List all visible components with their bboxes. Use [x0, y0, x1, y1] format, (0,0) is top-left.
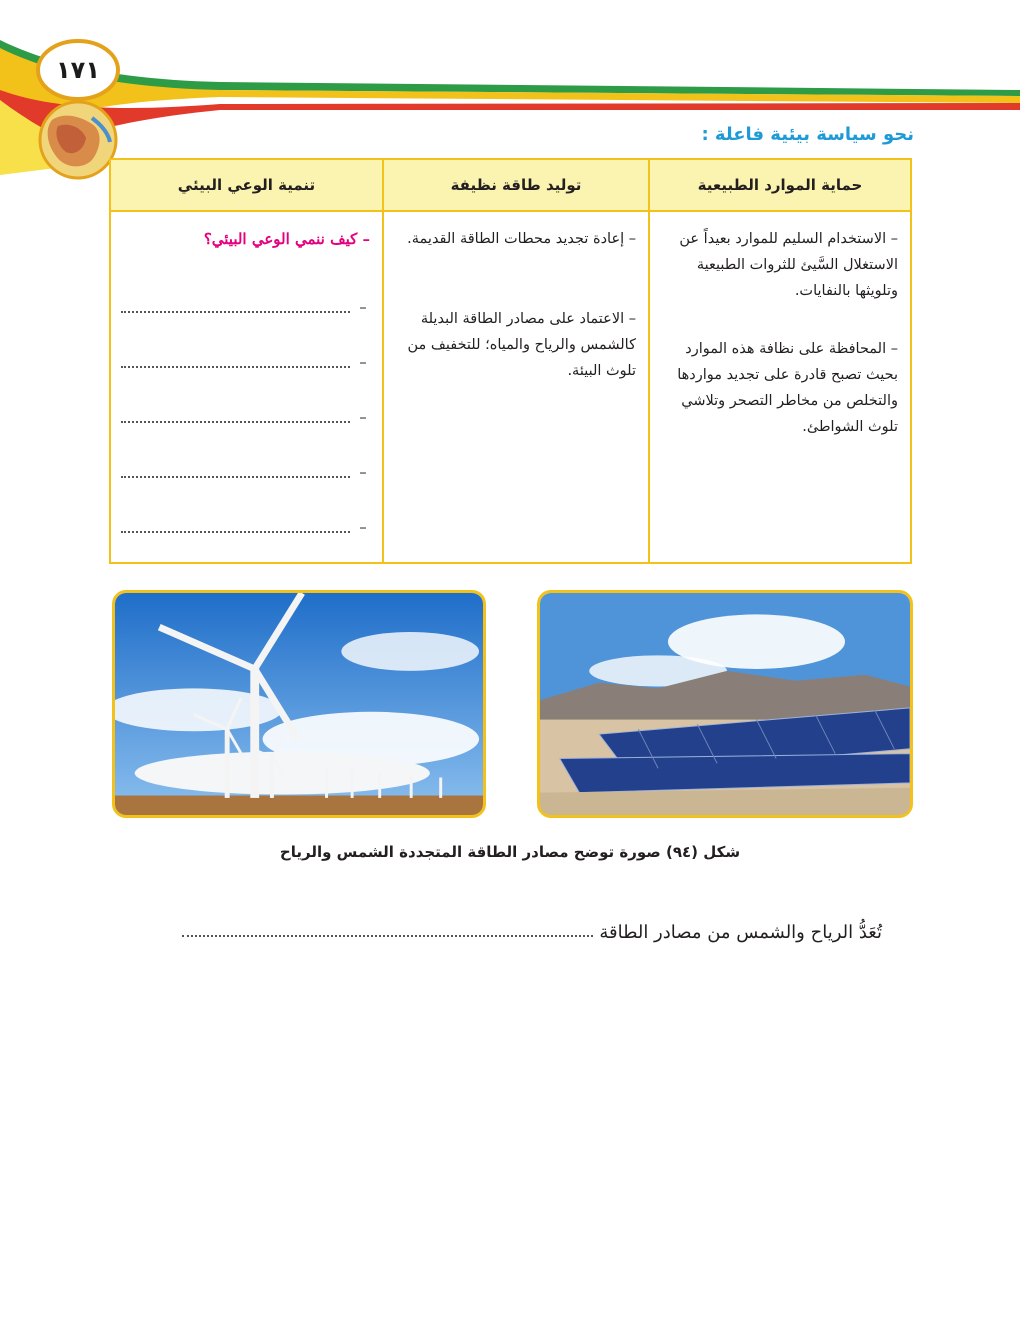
header-resources: حماية الموارد الطبيعية — [648, 160, 910, 212]
answer-line[interactable]: – — [121, 321, 370, 376]
resources-item: – الاستخدام السليم للموارد بعيداً عن الاستغلال السَّيئ للثروات الطبيعية وتلويثها بالنفايات. — [679, 231, 898, 299]
resources-item: – المحافظة على نظافة هذه الموارد بحيث تصبح قادرة على تجديد مواردها والتخلص من مخاطر التصحر وتلاشي تلوث الشواطئ. — [677, 341, 898, 435]
answer-line[interactable]: – — [121, 376, 370, 431]
header-clean-energy: توليد طاقة نظيفة — [382, 160, 648, 212]
header-awareness: تنمية الوعي البيئي — [111, 160, 382, 212]
awareness-question: – كيف ننمي الوعي البيئي؟ — [203, 230, 370, 248]
map-icon — [40, 102, 116, 178]
page-number: ١٧١ — [56, 56, 100, 84]
section-title: نحو سياسة بيئية فاعلة : — [701, 124, 914, 145]
answer-blank[interactable] — [182, 935, 593, 937]
answer-line[interactable]: – — [121, 266, 370, 321]
fill-in-statement — [182, 922, 882, 943]
clean-energy-item: – إعادة تجديد محطات الطاقة القديمة. — [407, 231, 636, 247]
solar-panels-photo — [537, 590, 913, 818]
answer-line[interactable]: – — [121, 431, 370, 486]
answer-line[interactable]: – — [121, 486, 370, 541]
figure-caption: شكل (٩٤) صورة توضح مصادر الطاقة المتجددة الشمس والرياح — [279, 843, 741, 861]
wind-turbines-photo — [112, 590, 486, 818]
resources-cell — [648, 212, 910, 562]
awareness-cell — [111, 212, 382, 562]
statement-text: تُعَدُّ الرياح والشمس من مصادر الطاقة — [599, 922, 882, 943]
clean-energy-cell — [382, 212, 648, 562]
policy-table — [109, 158, 912, 564]
clean-energy-item: – الاعتماد على مصادر الطاقة البديلة كالشمس والرياح والمياه؛ للتخفيف من تلوث البيئة. — [407, 311, 636, 379]
